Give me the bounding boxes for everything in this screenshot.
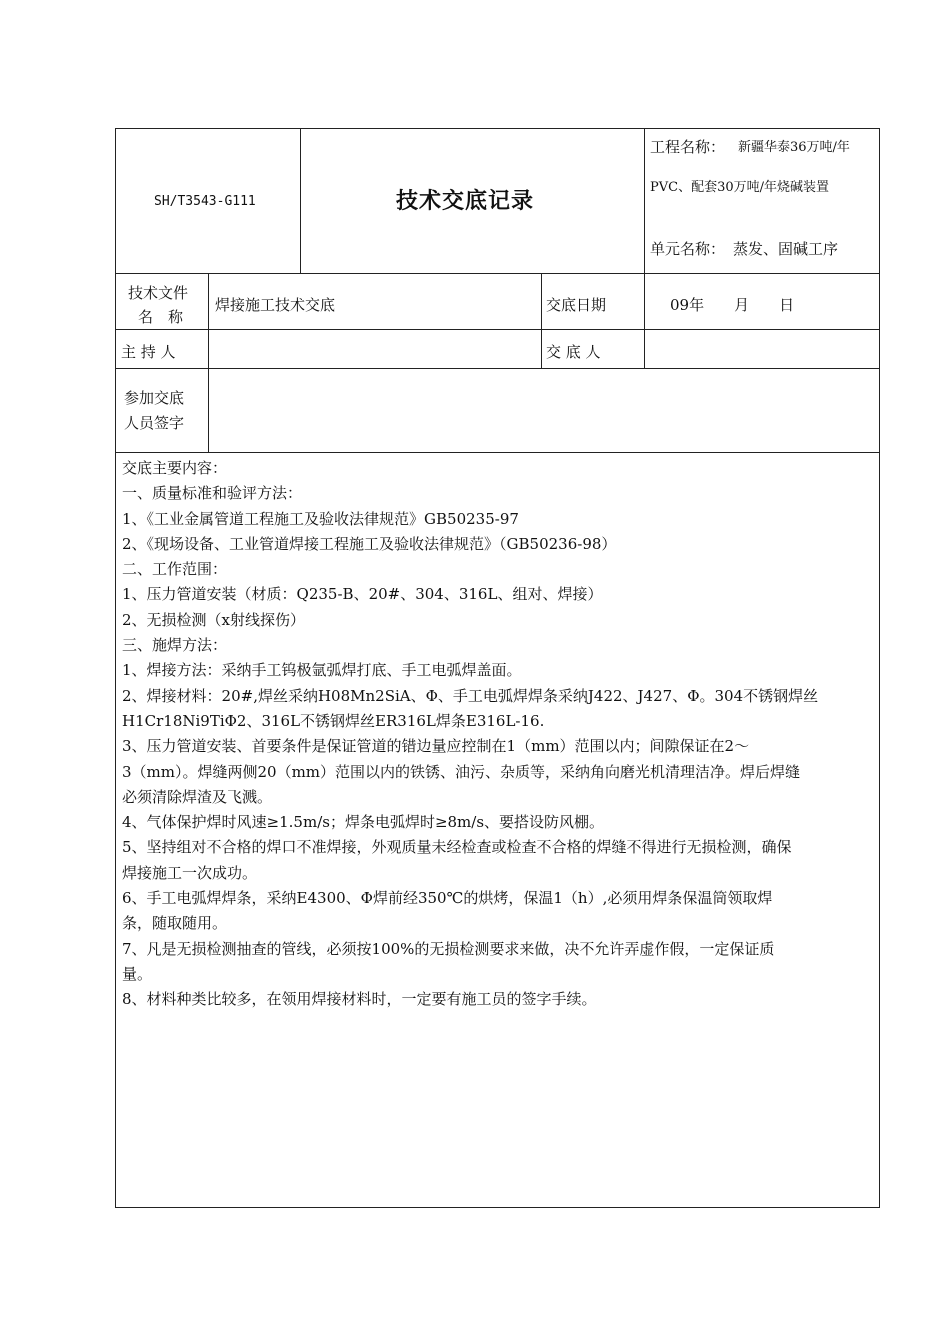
unit-name: 蒸发、固碱工序 xyxy=(733,240,839,258)
row-divider-header xyxy=(115,273,880,274)
content-line: H1Cr18Ni9TiΦ2、316L不锈钢焊丝ER316L焊条E316L-16. xyxy=(122,711,545,730)
project-name-line1: 新疆华泰36万吨/年 xyxy=(738,140,850,155)
content-line: 2、焊接材料：20#,焊丝采纳H08Mn2SiA、Φ、手工电弧焊焊条采纳J422、J427、Φ。304不锈钢焊丝 xyxy=(122,686,819,705)
content-line: 6、手工电弧焊焊条，采纳E4300、Φ焊前经350℃的烘烤，保温1（h）,必须用焊条保温筒领取焊 xyxy=(122,889,773,908)
content-line: 二、工作范围： xyxy=(122,560,228,579)
content-line: 交底主要内容： xyxy=(122,459,228,477)
participants-label-line2: 人员签字 xyxy=(124,414,185,432)
content-line: 一、质量标准和验评方法： xyxy=(122,484,303,503)
briefing-content xyxy=(122,456,872,1013)
presenter-label: 交 底 人 xyxy=(546,343,601,361)
content-line: 7、凡是无损检测抽查的管线，必须按100%的无损检测要求来做，决不允许弄虚作假，一定保证质 xyxy=(122,939,775,958)
content-line: 焊接施工一次成功。 xyxy=(122,863,258,882)
content-line: 必须清除焊渣及飞溅。 xyxy=(122,787,273,806)
host-label: 主 持 人 xyxy=(121,343,176,361)
content-line: 量。 xyxy=(122,964,153,983)
col-divider-label xyxy=(208,273,209,452)
content-line: 三、施焊方法： xyxy=(122,636,228,655)
content-line: 3（mm）。焊缝两侧20（mm）范围以内的铁锈、油污、杂质等，采纳角向磨光机清理洁净。焊后焊缝 xyxy=(122,762,801,781)
content-line: 1、《工业金属管道工程施工及验收法律规范》GB50235-97 xyxy=(122,509,519,528)
project-label: 工程名称： xyxy=(650,138,726,156)
content-line: 3、压力管道安装、首要条件是保证管道的错边量应控制在1（mm）范围以内；间隙保证在2～ xyxy=(122,737,750,756)
unit-label: 单元名称： xyxy=(650,240,726,258)
content-line: 5、坚持组对不合格的焊口不准焊接，外观质量未经检查或检查不合格的焊缝不得进行无损检测，确保 xyxy=(122,838,792,857)
content-line: 条，随取随用。 xyxy=(122,914,228,933)
row-divider-doc xyxy=(115,329,880,330)
row-divider-participants xyxy=(115,452,880,453)
doc-name-label-line1: 技术文件 xyxy=(128,284,189,302)
doc-name-label-line2: 名 称 xyxy=(138,308,184,326)
content-line: 1、焊接方法：采纳手工钨极氩弧焊打底、手工电弧焊盖面。 xyxy=(122,661,522,680)
form-code: SH/T3543-G111 xyxy=(154,194,256,209)
doc-name-value: 焊接施工技术交底 xyxy=(215,296,336,314)
row-divider-host xyxy=(115,368,880,369)
date-value: 09年 月 日 xyxy=(670,296,795,314)
content-line: 4、气体保护焊时风速≥1.5m/s；焊条电弧焊时≥8m/s、要搭设防风棚。 xyxy=(122,813,605,832)
date-label: 交底日期 xyxy=(546,296,607,314)
col-divider-code xyxy=(300,128,301,273)
participants-label-line1: 参加交底 xyxy=(124,389,185,407)
content-line: 2、《现场设备、工业管道焊接工程施工及验收法律规范》（GB50236-98） xyxy=(122,534,617,553)
content-line: 8、材料种类比较多，在领用焊接材料时，一定要有施工员的签字手续。 xyxy=(122,990,597,1009)
content-line: 1、压力管道安装（材质：Q235-B、20#、304、316L、组对、焊接） xyxy=(122,585,603,604)
col-divider-project xyxy=(644,128,645,273)
page-title: 技术交底记录 xyxy=(396,189,535,214)
col-divider-date-value xyxy=(644,273,645,368)
col-divider-date-label xyxy=(541,273,542,368)
project-name-line2: PVC、配套30万吨/年烧碱装置 xyxy=(650,180,830,195)
content-line: 2、无损检测（x射线探伤） xyxy=(122,610,306,629)
